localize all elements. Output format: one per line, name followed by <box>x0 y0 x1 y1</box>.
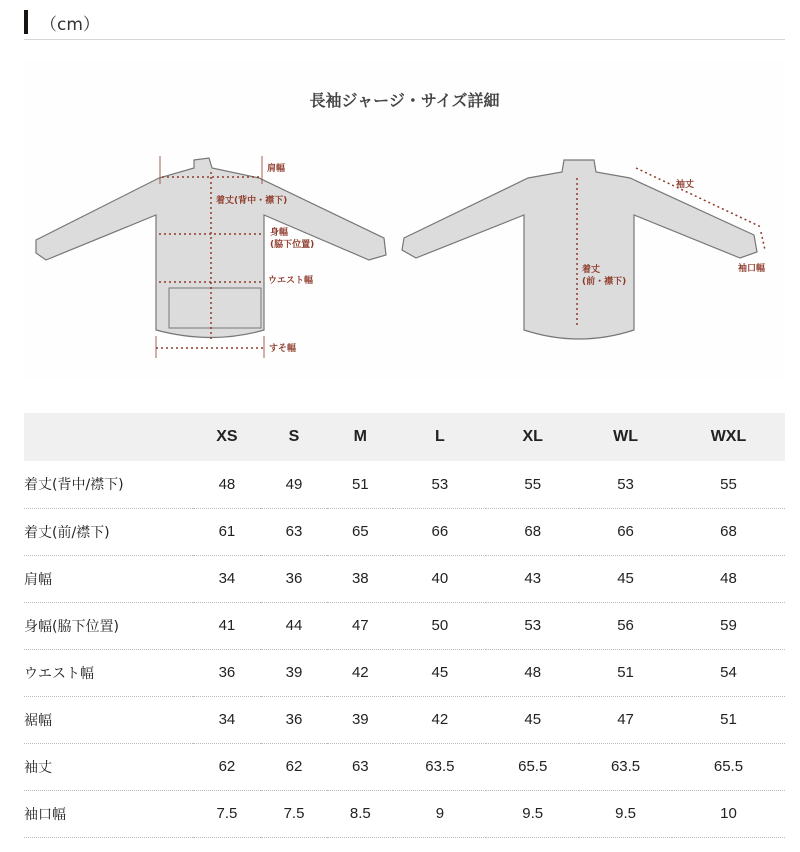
table-row <box>24 602 785 649</box>
cell-value: 34 <box>193 555 261 602</box>
row-label: 袖丈 <box>24 743 193 790</box>
cell-value: 63 <box>261 508 327 555</box>
cell-value: 62 <box>193 743 261 790</box>
cell-value: 8.5 <box>327 790 393 837</box>
diagram-title: 長袖ジャージ・サイズ詳細 <box>309 91 500 110</box>
size-diagram <box>24 60 785 380</box>
cell-value: 44 <box>261 602 327 649</box>
cell-value: 65.5 <box>672 743 785 790</box>
unit-label: （cm） <box>40 15 100 35</box>
cell-value: 51 <box>327 461 393 508</box>
cell-value: 61 <box>193 508 261 555</box>
size-table <box>24 413 785 838</box>
label-body-width-note: (脇下位置) <box>270 240 315 250</box>
cell-value: 66 <box>393 508 486 555</box>
cell-value: 47 <box>327 602 393 649</box>
label-front-length: 着丈 <box>582 265 601 275</box>
cell-value: 63.5 <box>393 743 486 790</box>
cell-value: 45 <box>486 696 579 743</box>
cell-value: 53 <box>486 602 579 649</box>
row-label: 身幅(脇下位置) <box>24 602 193 649</box>
cell-value: 56 <box>579 602 672 649</box>
cell-value: 48 <box>672 555 785 602</box>
column-header-xs: XS <box>193 413 261 461</box>
cell-value: 9.5 <box>486 790 579 837</box>
column-header-wl: WL <box>579 413 672 461</box>
cell-value: 55 <box>672 461 785 508</box>
cell-value: 48 <box>486 649 579 696</box>
cell-value: 51 <box>579 649 672 696</box>
label-front-length-note: (前・襟下) <box>582 277 627 287</box>
table-header-row <box>24 413 785 461</box>
cell-value: 45 <box>393 649 486 696</box>
jersey-illustration <box>24 60 785 380</box>
cell-value: 7.5 <box>261 790 327 837</box>
cell-value: 63.5 <box>579 743 672 790</box>
cell-value: 68 <box>672 508 785 555</box>
section-header <box>24 10 785 40</box>
row-label: 袖口幅 <box>24 790 193 837</box>
cell-value: 10 <box>672 790 785 837</box>
cell-value: 50 <box>393 602 486 649</box>
row-label: ウエスト幅 <box>24 649 193 696</box>
cell-value: 47 <box>579 696 672 743</box>
label-waist-width: ウエスト幅 <box>268 276 314 286</box>
column-header-wxl: WXL <box>672 413 785 461</box>
column-header-s: S <box>261 413 327 461</box>
cell-value: 34 <box>193 696 261 743</box>
table-row <box>24 743 785 790</box>
cell-value: 36 <box>261 555 327 602</box>
cell-value: 53 <box>579 461 672 508</box>
table-row <box>24 461 785 508</box>
cell-value: 43 <box>486 555 579 602</box>
cell-value: 54 <box>672 649 785 696</box>
label-cuff-width: 袖口幅 <box>738 264 766 274</box>
cell-value: 63 <box>327 743 393 790</box>
table-row <box>24 555 785 602</box>
label-body-width: 身幅 <box>270 228 289 238</box>
cell-value: 9.5 <box>579 790 672 837</box>
cell-value: 36 <box>261 696 327 743</box>
table-row <box>24 790 785 837</box>
cell-value: 41 <box>193 602 261 649</box>
row-label: 着丈(背中/襟下) <box>24 461 193 508</box>
cell-value: 42 <box>327 649 393 696</box>
cell-value: 39 <box>261 649 327 696</box>
header-bar <box>24 10 28 34</box>
cell-value: 68 <box>486 508 579 555</box>
cell-value: 62 <box>261 743 327 790</box>
table-row <box>24 649 785 696</box>
cell-value: 51 <box>672 696 785 743</box>
column-header-m: M <box>327 413 393 461</box>
cell-value: 42 <box>393 696 486 743</box>
cell-value: 65.5 <box>486 743 579 790</box>
cell-value: 55 <box>486 461 579 508</box>
cell-value: 59 <box>672 602 785 649</box>
label-hem-width: すそ幅 <box>269 344 297 354</box>
cell-value: 66 <box>579 508 672 555</box>
cell-value: 9 <box>393 790 486 837</box>
cell-value: 39 <box>327 696 393 743</box>
cell-value: 7.5 <box>193 790 261 837</box>
cell-value: 38 <box>327 555 393 602</box>
row-label: 肩幅 <box>24 555 193 602</box>
cell-value: 48 <box>193 461 261 508</box>
column-header-l: L <box>393 413 486 461</box>
row-label: 裾幅 <box>24 696 193 743</box>
corner-cell <box>24 413 193 461</box>
label-sleeve-length: 袖丈 <box>676 180 695 190</box>
cell-value: 36 <box>193 649 261 696</box>
label-back-length: 着丈(背中・襟下) <box>216 196 288 206</box>
cell-value: 53 <box>393 461 486 508</box>
row-label: 着丈(前/襟下) <box>24 508 193 555</box>
column-header-xl: XL <box>486 413 579 461</box>
table-row <box>24 696 785 743</box>
cell-value: 49 <box>261 461 327 508</box>
cell-value: 65 <box>327 508 393 555</box>
table-row <box>24 508 785 555</box>
label-shoulder-width: 肩幅 <box>267 164 286 174</box>
cell-value: 45 <box>579 555 672 602</box>
front-jersey <box>402 160 757 339</box>
cell-value: 40 <box>393 555 486 602</box>
